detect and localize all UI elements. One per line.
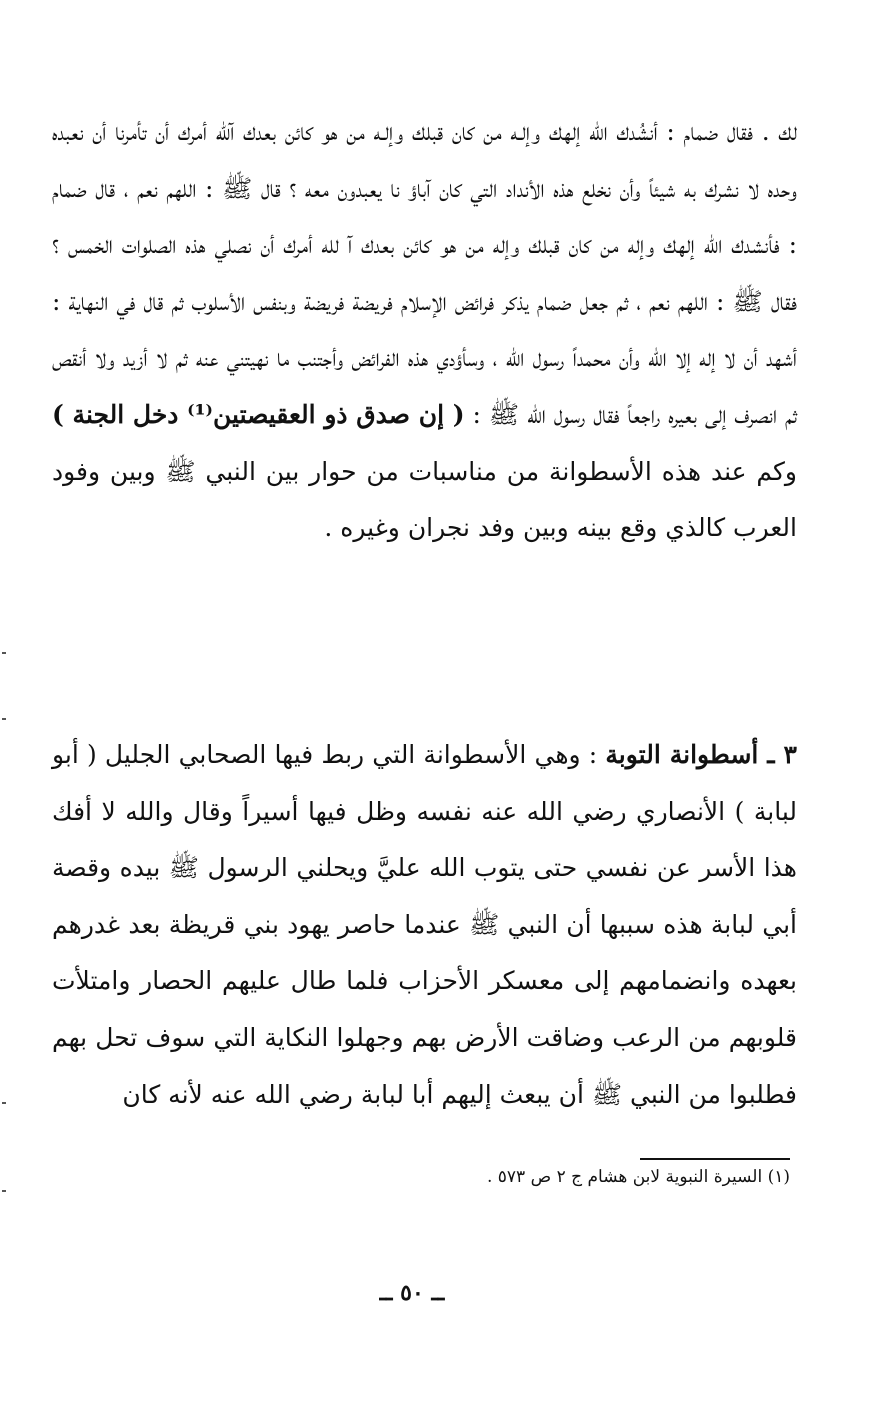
footnote: (١) السيرة النبوية لابن هشام ج ٢ ص ٥٧٣ . (486, 1167, 790, 1187)
paragraph-2-text: : وهي الأسطوانة التي ربط فيها الصحابي الجليل ( أبو لبابة ) الأنصاري رضي الله عنه نفسه وظل فيها أسيراً وقال والله لا أفك هذا الأسر عن نفسي حتى يتوب الله عليَّ ويحلني الرسول ﷺ بيده وقصة أبي لبابة هذه سببها أن النبي ﷺ عندما حاصر يهود بني قريظة بعد غدرهم بعهده وانضمامهم إلى معسكر الأحزاب فلما طال عليهم الحصار وامتلأت قلوبهم من الرعب وضاقت الأرض بهم وجهلوا النكاية التي سوف تحل بهم فطلبوا من النبي ﷺ أن يبعث إليهم أبا لبابة رضي الله عنه لأنه كان (52, 740, 797, 1109)
page-number: ــ ٥٠ ــ (379, 1280, 445, 1306)
paragraph-dimam-story (52, 104, 797, 557)
prophet-quote: ( إن صدق ذو العقيصتين⁽¹⁾ دخل الجنة ) (52, 399, 465, 429)
margin-mark (2, 718, 6, 720)
paragraph-1-text-a: لك . فقال ضمام : أنشُدك الله إلهك وإلـه من كان قبلك وإلـه من هو كائن بعدك آلله أمرك أن تأمرنا أن نعبده وحده لا نشرك به شيئاً وأن نخلع هذه الأنداد التي كان آباؤ نا يعبدون معه ؟ قال ﷺ : اللهم نعم ، قال ضمام : فأنشدك الله إلهك وإله من كان قبلك وإله من هو كائن بعدك آ لله أمرك أن نصلي هذه الصلوات الخمس ؟ فقال ﷺ : اللهم نعم ، ثم جعل ضمام يذكر فرائض الإسلام فريضة فريضة وبنفس الأسلوب ثم قال في النهاية : أشهد أن لا إله إلا الله وأن محمداً رسول الله ، وسأؤدي هذه الفرائض وأجتنب ما نهيتني عنه ثم لا أزيد ولا أنقص ثم انصرف إلى بعيره راجعاً فقال رسول الله ﷺ : (52, 117, 797, 429)
paragraph-1-text-b: وكم عند هذه الأسطوانة من مناسبات من حوار بين النبي ﷺ وبين وفود العرب كالذي وقع بينه وبين وفد نجران وغيره . (52, 456, 797, 543)
paragraph-pillar-of-repentance (52, 727, 797, 1123)
margin-mark (2, 652, 6, 654)
margin-mark (2, 1190, 6, 1192)
margin-mark (2, 1102, 6, 1104)
footnote-separator (640, 1158, 790, 1160)
section-heading: ٣ ـ أسطوانة التوبة (605, 740, 797, 769)
